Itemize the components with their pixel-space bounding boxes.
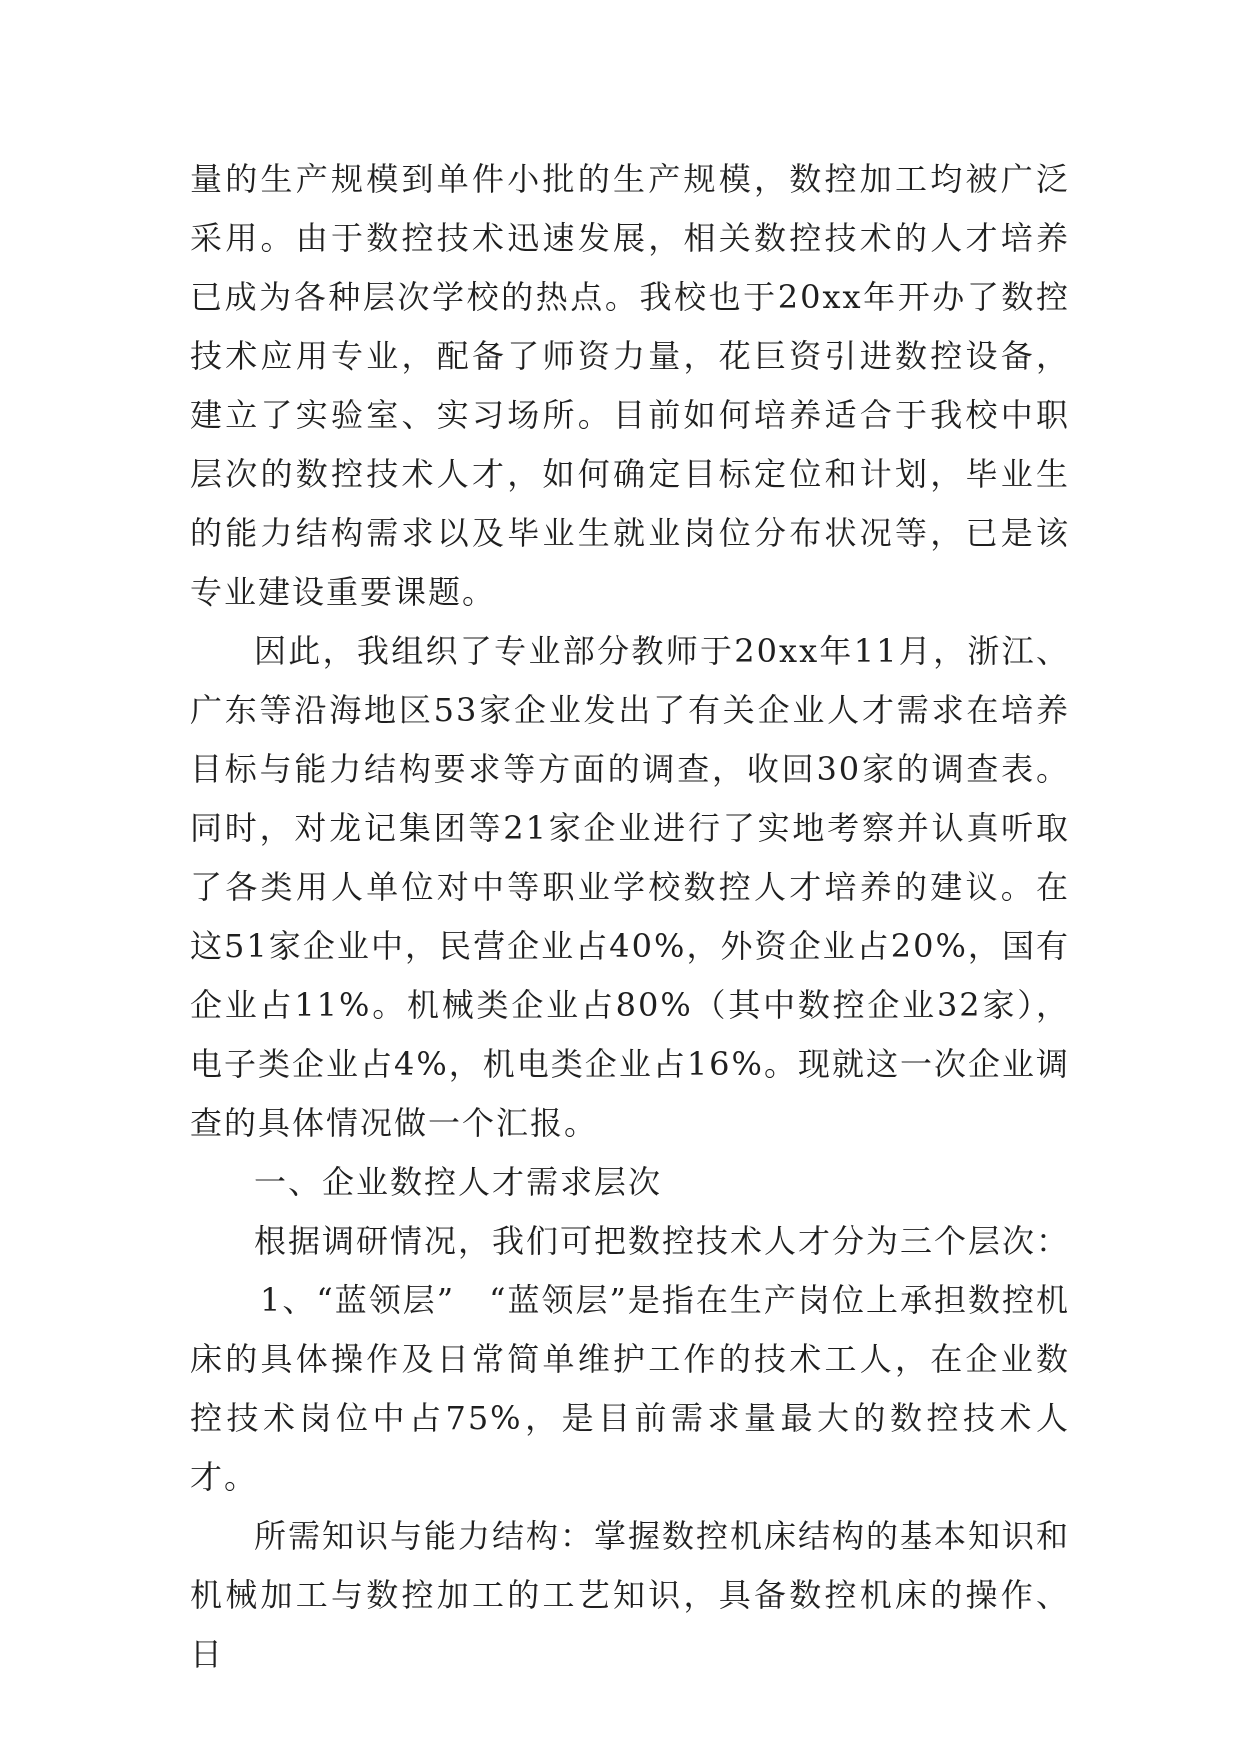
document-body (190, 150, 1070, 1684)
list-item-1: 1、“蓝领层” “蓝领层”是指在生产岗位上承担数控机床的具体操作及日常简单维护工作的技术工人，在企业数控技术岗位中占75%，是目前需求量最大的数控技术人才。 (190, 1281, 1070, 1496)
paragraph-4: 所需知识与能力结构：掌握数控机床结构的基本知识和机械加工与数控加工的工艺知识，具备数控机床的操作、日 (190, 1517, 1071, 1673)
section-heading-1: 一、企业数控人才需求层次 (254, 1163, 663, 1201)
paragraph-3: 根据调研情况，我们可把数控技术人才分为三个层次： (254, 1222, 1071, 1260)
paragraph-1: 量的生产规模到单件小批的生产规模，数控加工均被广泛采用。由于数控技术迅速发展，相关数控技术的人才培养已成为各种层次学校的热点。我校也于20xx年开办了数控技术应用专业，配备了师资力量，花巨资引进数控设备，建立了实验室、实习场所。目前如何培养适合于我校中职层次的数控技术人才，如何确定目标定位和计划，毕业生的能力结构需求以及毕业生就业岗位分布状况等，已是该专业建设重要课题。 (190, 160, 1070, 611)
paragraph-2: 因此，我组织了专业部分教师于20xx年11月，浙江、广东等沿海地区53家企业发出了有关企业人才需求在培养目标与能力结构要求等方面的调查，收回30家的调查表。同时，对龙记集团等21家企业进行了实地考察并认真听取了各类用人单位对中等职业学校数控人才培养的建议。在这51家企业中，民营企业占40%，外资企业占20%，国有企业占11%。机械类企业占80%（其中数控企业32家），电子类企业占4%，机电类企业占16%。现就这一次企业调查的具体情况做一个汇报。 (190, 632, 1070, 1142)
